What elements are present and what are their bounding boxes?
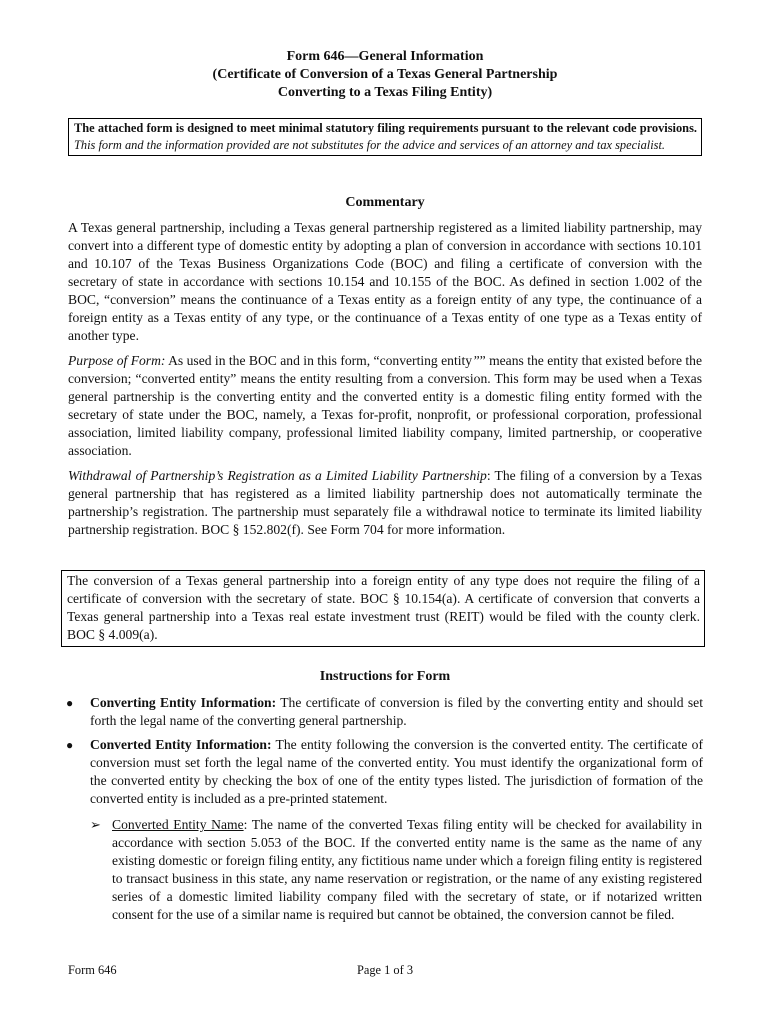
instructions-title: Instructions for Form	[319, 669, 451, 684]
form-header	[0, 48, 770, 102]
disclaimer-bold-text: The attached form is designed to meet minimal statutory filing requirements pursuant to the relevant code provisions.	[74, 121, 697, 135]
commentary-title: Commentary	[345, 195, 425, 210]
bullet-icon: ●	[66, 696, 74, 710]
purpose-label: Purpose of Form:	[68, 353, 166, 368]
purpose-paragraph: Purpose of Form: As used in the BOC and in this form, “converting entity”” means the entity that existed before the conversion; “converted entity” means the entity resulting from a conversion. This form may be used when a Texas general partnership is the converting entity and the converted entity is a domestic filing entity formed with the secretary of state under the BOC, namely, a Texas for-profit, nonprofit, or professional corporation, professional association, limited liability company, professional limited liability company, limited partnership, or cooperative association.	[68, 353, 703, 458]
page-number: Page 1 of 3	[356, 963, 414, 977]
instruction-label: Converting Entity Information:	[90, 695, 277, 710]
footer-form-number: Form 646	[68, 963, 117, 977]
instruction-label: Converted Entity Information:	[90, 737, 272, 752]
header-subtitle-line1: (Certificate of Conversion of a Texas General Partnership	[212, 67, 558, 82]
disclaimer-italic-text: This form and the information provided are not substitutes for the advice and services of an attorney and tax specialist.	[74, 138, 666, 152]
sub-item-label: Converted Entity Name	[112, 817, 244, 832]
sub-item-converted-entity-name: ➢ Converted Entity Name: The name of the converted Texas filing entity will be checked for availability in accordance with section 5.053 of the BOC. If the converted entity name is the same as the name of any existing domestic or foreign filing entity, any fictitious name under which a foreign filing entity is registered to transact business in this state, any name reservation or registration, or the name of any existing registered series of a domestic limited liability company filed with the secretary of state, or if notarized written consent for the use of a similar name is required but cannot be obtained, the conversion cannot be filed.	[90, 817, 702, 922]
commentary-paragraph-1: A Texas general partnership, including a Texas general partnership registered as a limited liability partnership, may convert into a different type of domestic entity by adopting a plan of conversion in accordance with sections 10.101 and 10.107 of the Texas Business Organizations Code (BOC) and filing a certificate of conversion with the secretary of state in accordance with sections 10.154 and 10.155 of the BOC. As defined in section 1.002 of the BOC, “conversion” means the continuance of a Texas entity as a foreign entity of any type, the continuance of a foreign entity as a Texas entity of any type, or the continuance of a Texas entity of one type as a Texas entity of another type.	[68, 220, 702, 343]
foreign-conversion-box: The conversion of a Texas general partnership into a foreign entity of any type does not require the filing of a certificate of conversion with the secretary of state. BOC § 10.154(a). A certificate of conversion that converts a Texas general partnership into a Texas real estate investment trust (REIT) would be filed with the county clerk. BOC § 4.009(a).	[61, 570, 705, 647]
withdrawal-paragraph: Withdrawal of Partnership’s Registration as a Limited Liability Partnership: The filing of a conversion by a Texas general partnership that has registered as a limited liability partnership does not automatically terminate the partnership’s registration. The partnership must separately file a withdrawal notice to terminate its limited liability partnership registration. BOC § 152.802(f). See Form 704 for more information.	[68, 468, 702, 537]
bullet-icon: ●	[66, 738, 74, 752]
withdrawal-label: Withdrawal of Partnership’s Registration as a Limited Liability Partnership	[68, 468, 487, 483]
disclaimer-box	[68, 118, 702, 156]
instruction-item-converted-entity: ● Converted Entity Information: The entity following the conversion is the converted entity. The certificate of conversion must set forth the legal name of the converted entity. You must identify the organizational form of the converted entity by checking the box of one of the entity types listed. The jurisdiction of formation of the converted entity is included as a pre-printed statement.	[66, 737, 703, 806]
instruction-item-converting-entity: ● Converting Entity Information: The certificate of conversion is filed by the converting entity and should set forth the legal name of the converting general partnership.	[66, 695, 703, 728]
header-subtitle-line2: Converting to a Texas Filing Entity)	[277, 85, 493, 100]
header-title: Form 646—General Information	[286, 49, 484, 64]
arrow-bullet-icon: ➢	[90, 817, 101, 832]
